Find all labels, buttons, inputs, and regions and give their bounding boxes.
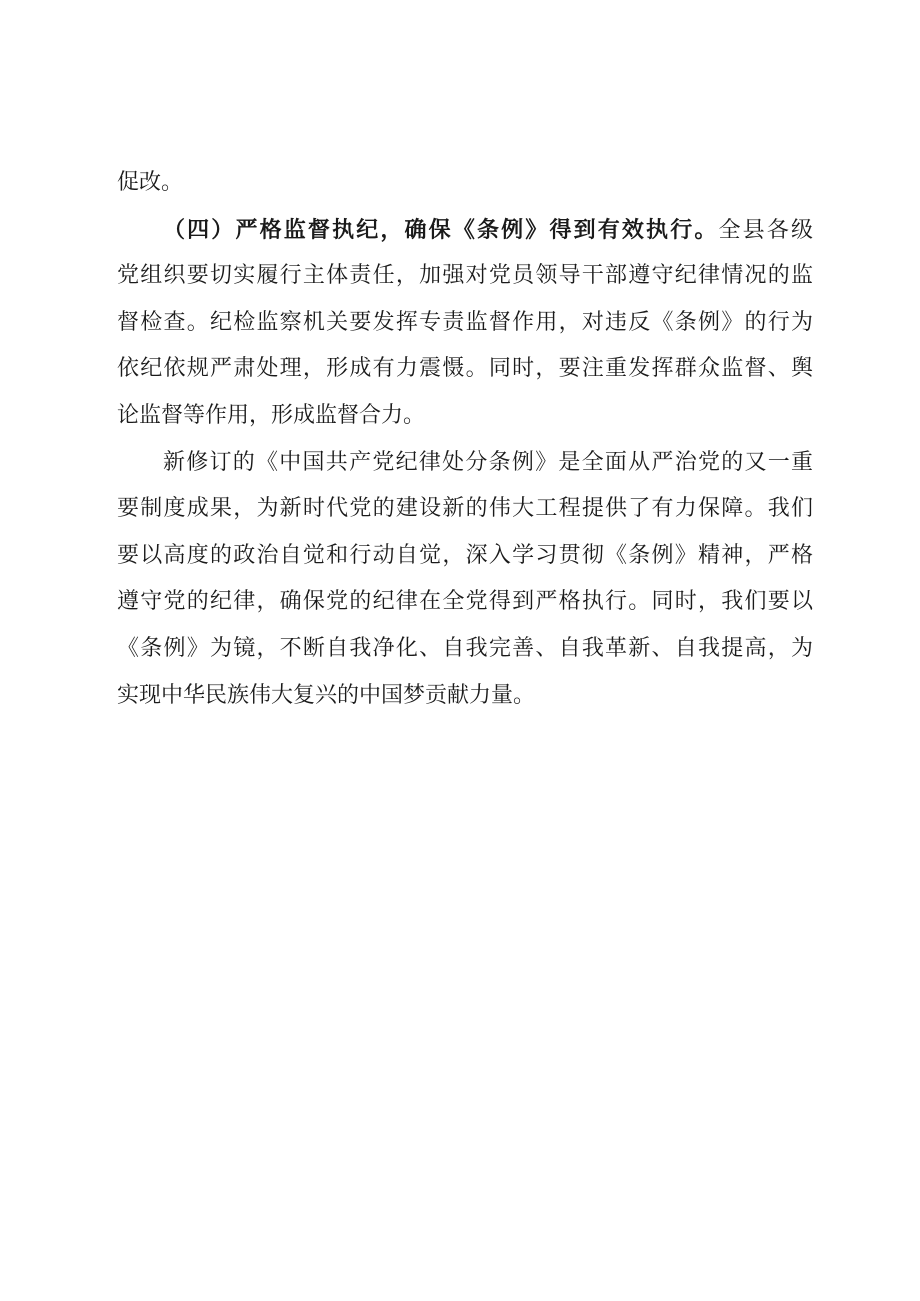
- conclusion-line: 要制度成果，为新时代党的建设新的伟大工程提供了有力保障。我们: [117, 496, 813, 522]
- section4-line: 依纪依规严肃处理，形成有力震慑。同时，要注重发挥群众监督、舆: [117, 356, 813, 382]
- conclusion-line: 实现中华民族伟大复兴的中国梦贡献力量。: [117, 682, 536, 708]
- section4-line: 论监督等作用，形成监督合力。: [117, 402, 426, 428]
- carryover-line: 促改。: [117, 170, 184, 195]
- section4-line: 党组织要切实履行主体责任，加强对党员领导干部遵守纪律情况的监: [117, 263, 813, 289]
- conclusion-line: 《条例》为镜，不断自我净化、自我完善、自我革新、自我提高，为: [117, 635, 813, 661]
- section4-heading: （四）严格监督执纪，确保《条例》得到有效执行。: [163, 216, 719, 243]
- conclusion-line: 遵守党的纪律，确保党的纪律在全党得到严格执行。同时，我们要以: [117, 589, 813, 615]
- conclusion-line: 新修订的《中国共产党纪律处分条例》是全面从严治党的又一重: [163, 449, 813, 475]
- document-page: [117, 160, 813, 719]
- conclusion-line: 要以高度的政治自觉和行动自觉，深入学习贯彻《条例》精神，严格: [117, 542, 813, 568]
- section4-first-line: [117, 207, 813, 254]
- section4-first-line-rest: 全县各级: [718, 217, 813, 243]
- section4-line: 督检查。纪检监察机关要发挥专责监督作用，对违反《条例》的行为: [117, 309, 813, 335]
